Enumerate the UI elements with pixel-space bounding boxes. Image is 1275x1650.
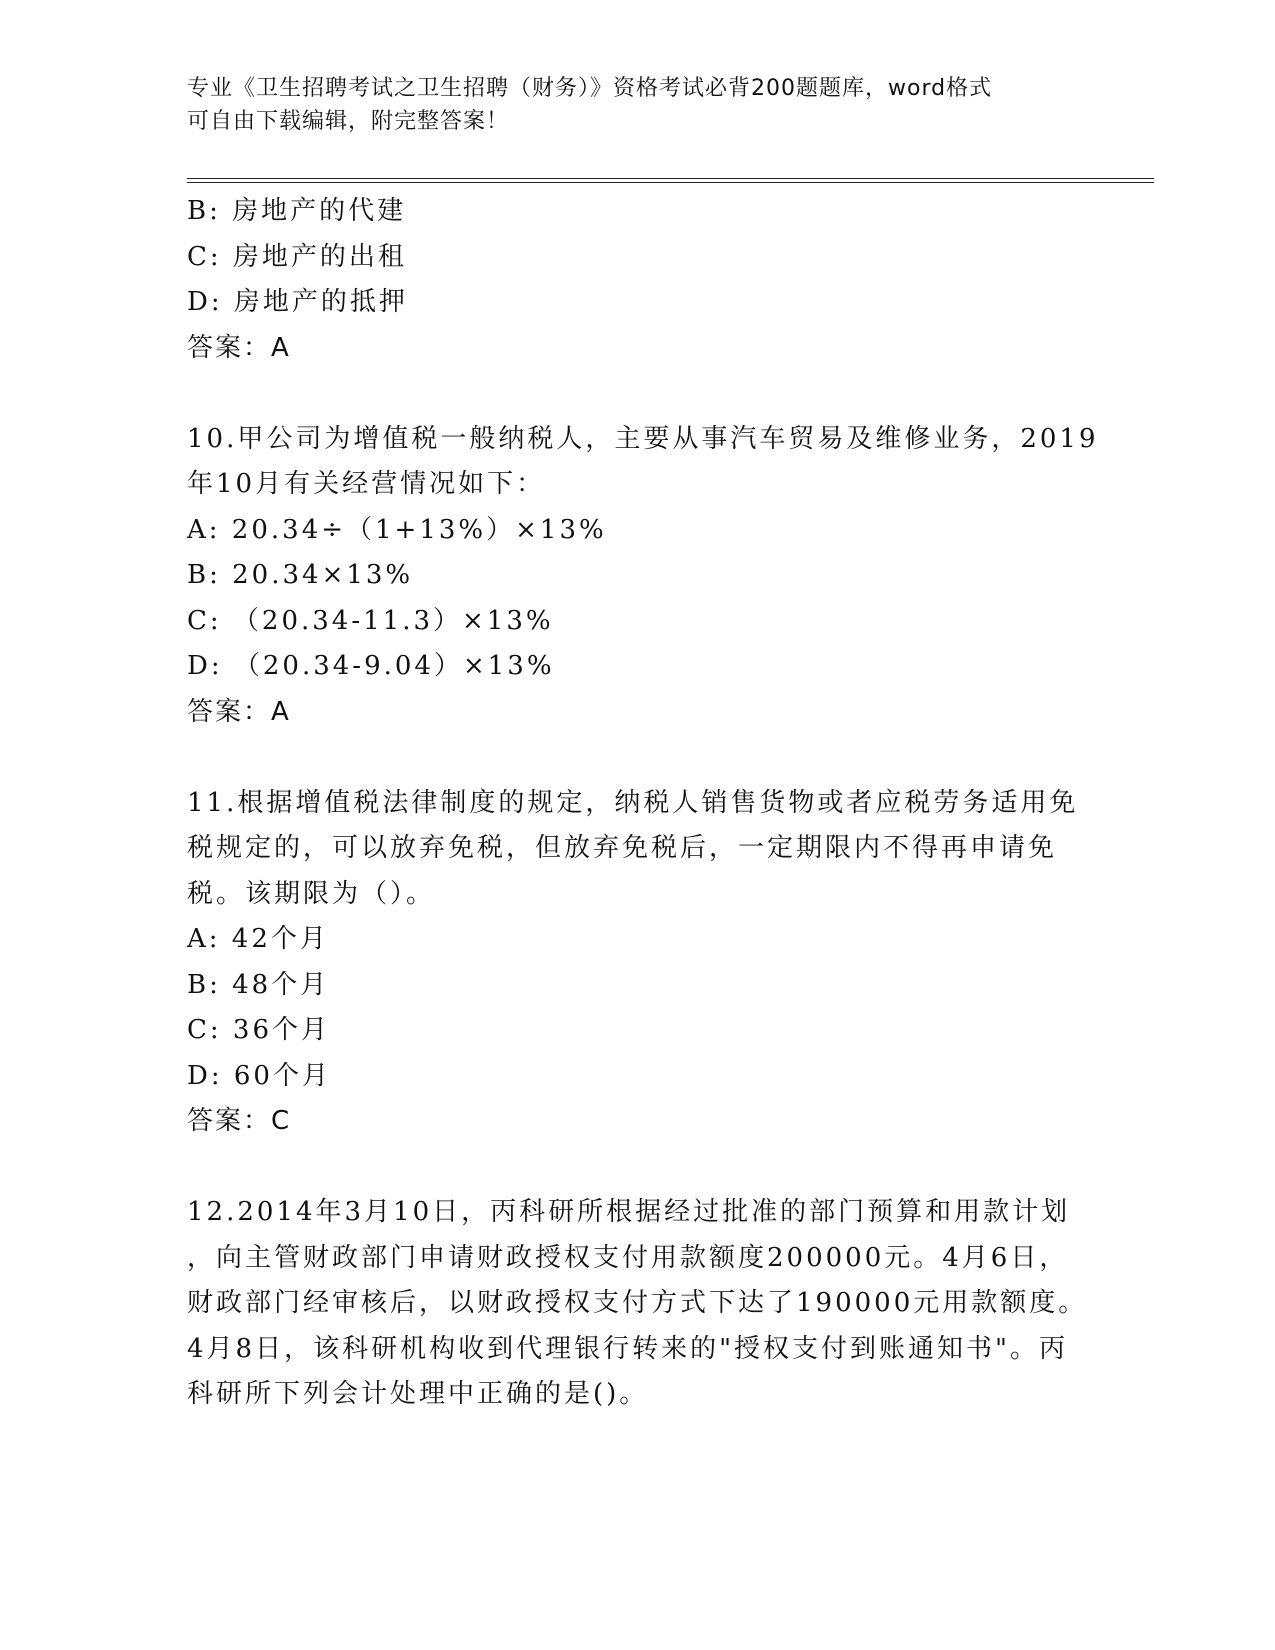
q12-text-line-4: 4月8日，该科研机构收到代理银行转来的"授权支付到账通知书"。丙 [187,1333,1069,1364]
q10-option-a: A: 20.34÷（1+13%）×13% [187,514,607,545]
q9-answer: 答案：A [187,332,291,363]
q11-option-b: B: 48个月 [187,969,330,1000]
q12-text-line-2: ，向主管财政部门申请财政授权支付用款额度200000元。4月6日， [187,1242,1069,1273]
question-10-block [187,417,1099,736]
q9-option-d: D: 房地产的抵押 [187,287,408,317]
q11-text-line-3: 税。该期限为（）。 [187,878,436,909]
header-title-line-2: 可自由下载编辑，附完整答案！ [187,109,510,134]
q11-option-d: D: 60个月 [187,1060,331,1091]
q12-text-line-3: 财政部门经审核后，以财政授权支付方式下达了190000元用款额度。 [187,1288,1088,1318]
header-title-line-1: 专业《卫生招聘考试之卫生招聘（财务）》资格考试必背200题题库，word格式 [187,76,993,101]
q10-option-d: D: （20.34-9.04）×13% [187,651,555,681]
q11-option-a: A: 42个月 [187,924,329,954]
question-12-block [187,1190,1087,1418]
q9-option-c: C: 房地产的出租 [187,241,407,272]
question-11-block [187,781,1087,1145]
q11-option-c: C: 36个月 [187,1015,331,1045]
q9-option-b: B: 房地产的代建 [187,196,407,226]
document-header [187,72,1067,138]
q10-option-b: B: 20.34×13% [187,560,414,590]
q12-text-line-5: 科研所下列会计处理中正确的是()。 [187,1379,649,1409]
q10-option-c: C: （20.34-11.3）×13% [187,605,554,636]
q11-answer: 答案：C [187,1106,292,1136]
q11-text-line-1: 11.根据增值税法律制度的规定，纳税人销售货物或者应税劳务适用免 [187,787,1079,818]
header-double-rule [187,178,1154,183]
q12-text-line-1: 12.2014年3月10日，丙科研所根据经过批准的部门预算和用款计划 [187,1197,1071,1227]
document-body [187,189,1099,1418]
q11-text-line-2: 税规定的，可以放弃免税，但放弃免税后，一定期限内不得再申请免 [187,833,1058,863]
q10-text-line-1: 10.甲公司为增值税一般纳税人，主要从事汽车贸易及维修业务，2019 [187,423,1099,454]
q10-answer: 答案：A [187,696,291,727]
question-9-block [187,189,1087,371]
q10-text-line-2: 年10月有关经营情况如下： [187,469,546,499]
